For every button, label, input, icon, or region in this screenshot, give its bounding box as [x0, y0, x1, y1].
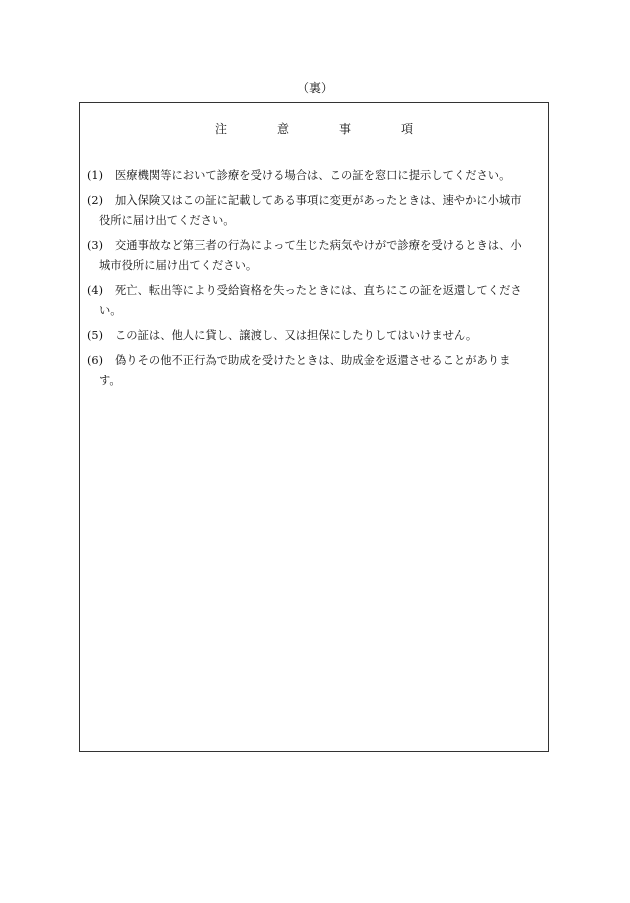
- notice-item: [87, 281, 542, 321]
- notice-item: [87, 236, 542, 276]
- item-number: (2): [87, 194, 104, 207]
- item-text-line: 城市役所に届け出てください。: [99, 259, 258, 272]
- notice-title-char: 事: [339, 122, 352, 136]
- page-side-label: （裏）: [296, 81, 333, 95]
- notice-title: [80, 121, 548, 137]
- item-text-line: い。: [99, 304, 122, 317]
- notice-list: [87, 166, 542, 396]
- item-text: [99, 166, 542, 186]
- item-text-line: 役所に届け出てください。: [99, 214, 235, 227]
- notice-title-char: 項: [401, 122, 414, 136]
- item-text: [99, 236, 542, 276]
- notice-item: [87, 326, 542, 346]
- notice-box: [79, 102, 549, 752]
- item-text-line: 医療機関等において診療を受ける場合は、この証を窓口に提示してください。: [115, 169, 511, 182]
- item-text: [99, 351, 542, 391]
- notice-item: [87, 191, 542, 231]
- item-text-line: 交通事故など第三者の行為によって生じた病気やけがで診療を受けるときは、小: [115, 239, 522, 252]
- item-number: (5): [87, 329, 104, 342]
- item-number: (1): [87, 169, 104, 182]
- item-text-line: 死亡、転出等により受給資格を失ったときには、直ちにこの証を返還してくださ: [115, 284, 522, 297]
- notice-title-char: 注: [214, 122, 227, 136]
- notice-title-char: 意: [276, 122, 289, 136]
- item-number: (3): [87, 239, 104, 252]
- notice-item: [87, 166, 542, 186]
- item-text: [99, 191, 542, 231]
- item-number: (4): [87, 284, 104, 297]
- notice-item: [87, 351, 542, 391]
- item-text: [99, 326, 542, 346]
- item-text-line: この証は、他人に貸し、譲渡し、又は担保にしたりしてはいけません。: [115, 329, 478, 342]
- item-text-line: 偽りその他不正行為で助成を受けたときは、助成金を返還させることがありま: [115, 354, 511, 367]
- item-text: [99, 281, 542, 321]
- item-number: (6): [87, 354, 104, 367]
- item-text-line: す。: [99, 374, 121, 387]
- item-text-line: 加入保険又はこの証に記載してある事項に変更があったときは、速やかに小城市: [115, 194, 522, 207]
